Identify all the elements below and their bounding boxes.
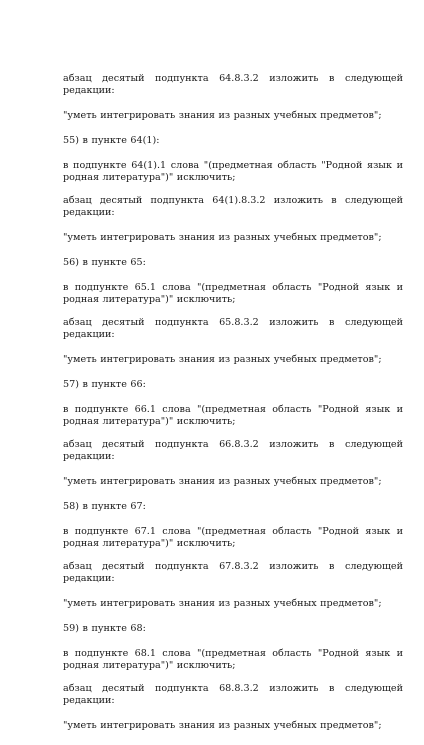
paragraph-subitem-66-1: в подпункте 66.1 слова "(предметная область "Родной язык и родная литература")" исключить;	[63, 404, 403, 427]
paragraph-new-text: "уметь интегрировать знания из разных учебных предметов";	[63, 720, 382, 731]
paragraph-amend-65-8-3-2: абзац десятый подпункта 65.8.3.2 изложить в следующей редакции:	[63, 317, 403, 340]
paragraph-subitem-68-1: в подпункте 68.1 слова "(предметная область "Родной язык и родная литература")" исключить;	[63, 648, 403, 671]
paragraph-new-text: "уметь интегрировать знания из разных учебных предметов";	[63, 110, 382, 121]
paragraph-amend-68-8-3-2: абзац десятый подпункта 68.8.3.2 изложить в следующей редакции:	[63, 683, 403, 706]
paragraph-subitem-65-1: в подпункте 65.1 слова "(предметная область "Родной язык и родная литература")" исключить;	[63, 282, 403, 305]
paragraph-amend-64-8-3-2: абзац десятый подпункта 64.8.3.2 изложить в следующей редакции:	[63, 73, 403, 96]
paragraph-new-text: "уметь интегрировать знания из разных учебных предметов";	[63, 598, 382, 609]
paragraph-amend-67-8-3-2: абзац десятый подпункта 67.8.3.2 изложить в следующей редакции:	[63, 561, 403, 584]
paragraph-item-56: 56) в пункте 65:	[63, 257, 146, 268]
paragraph-subitem-64-1-1: в подпункте 64(1).1 слова "(предметная область "Родной язык и родная литература")" исключить;	[63, 160, 403, 183]
paragraph-new-text: "уметь интегрировать знания из разных учебных предметов";	[63, 476, 382, 487]
paragraph-item-55: 55) в пункте 64(1):	[63, 135, 160, 146]
paragraph-subitem-67-1: в подпункте 67.1 слова "(предметная область "Родной язык и родная литература")" исключить;	[63, 526, 403, 549]
document-body	[63, 73, 403, 745]
paragraph-amend-66-8-3-2: абзац десятый подпункта 66.8.3.2 изложить в следующей редакции:	[63, 439, 403, 462]
paragraph-amend-64-1-8-3-2: абзац десятый подпункта 64(1).8.3.2 изложить в следующей редакции:	[63, 195, 403, 218]
paragraph-item-58: 58) в пункте 67:	[63, 501, 146, 512]
paragraph-item-59: 59) в пункте 68:	[63, 623, 146, 634]
paragraph-new-text: "уметь интегрировать знания из разных учебных предметов";	[63, 232, 382, 243]
paragraph-item-57: 57) в пункте 66:	[63, 379, 146, 390]
paragraph-new-text: "уметь интегрировать знания из разных учебных предметов";	[63, 354, 382, 365]
